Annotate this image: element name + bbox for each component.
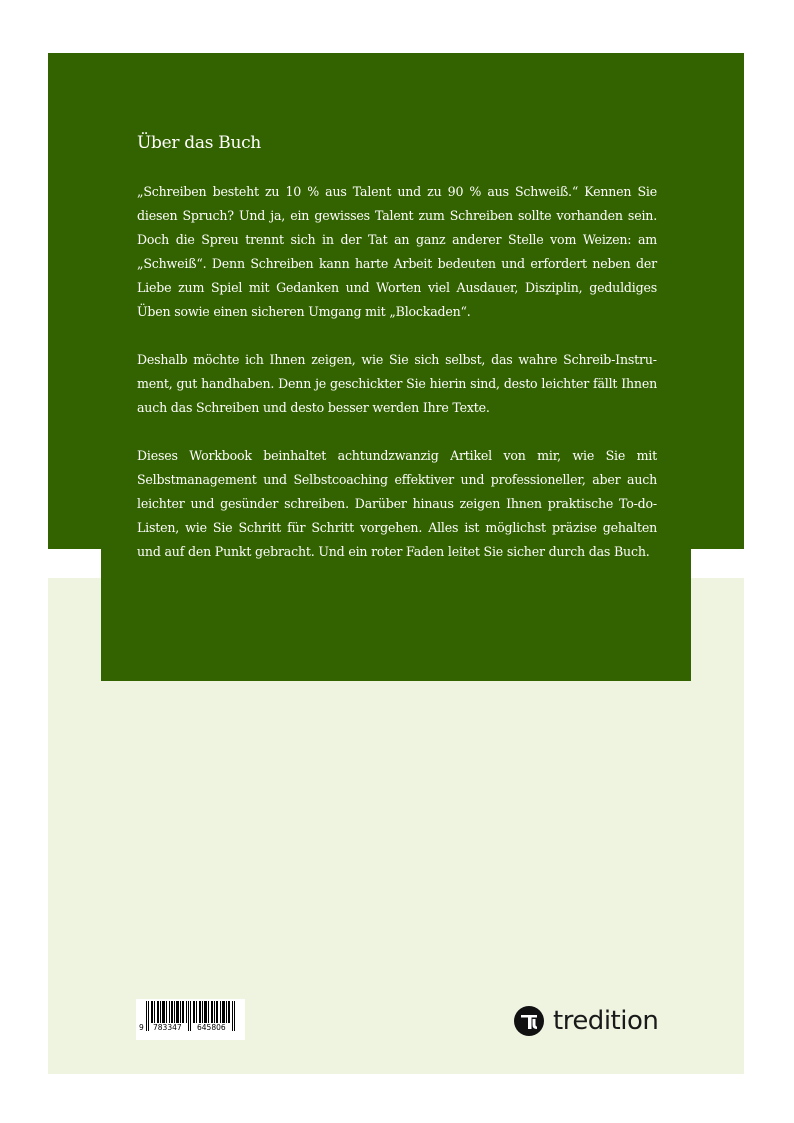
blurb-panel (101, 53, 691, 681)
blurb-paragraph-2: Deshalb möchte ich Ihnen zeigen, wie Sie sich selbst, das wahre Schreib-Instrument, gut handhaben. Denn je geschickter Sie hierin sind, desto leichter fällt Ihnen auch das Schreiben und desto besser werden Ihre Texte. (137, 352, 657, 415)
blurb-paragraph-1: „Schreiben besteht zu 10 % aus Talent und zu 90 % aus Schweiß.“ Kennen Sie diesen Spruch? Und ja, ein gewisses Talent zum Schreiben sollte vorhanden sein. Doch die Spreu trennt sich in der Tat an ganz anderer Stelle vom Weizen: am „Schweiß“. Denn Schreiben kann harte Arbeit bedeuten und erfordert neben der Liebe zum Spiel mit Gedanken und Worten viel Ausdauer, Disziplin, geduldiges Üben sowie einen sicheren Umgang mit „Blockaden“. (137, 184, 657, 319)
blurb-paragraph-3: Dieses Workbook beinhaltet achtundzwanzig Artikel von mir, wie Sie mit Selbstmanagement und Selbstcoaching effektiver und professioneller, aber auch leichter und gesünder schreiben. Darüber hinaus zeigen Ihnen praktische To-do-Listen, wie Sie Schritt für Schritt vorgehen. Alles ist möglichst präzise gehalten und auf den Punkt gebracht. Und ein roter Faden leitet Sie sicher durch das Buch. (137, 448, 657, 559)
blurb-content (137, 133, 657, 588)
barcode-graphic (136, 999, 245, 1040)
publisher-name: tredition (553, 1006, 659, 1036)
back-cover (48, 53, 744, 1074)
blurb-heading: Über das Buch (137, 133, 261, 153)
barcode-lead-digit: 9 (139, 1023, 144, 1032)
tredition-logo-icon (514, 1006, 544, 1036)
isbn-barcode (136, 999, 245, 1040)
barcode-group-1: 783347 (153, 1023, 182, 1032)
barcode-group-2: 645806 (197, 1023, 226, 1032)
publisher-logo (514, 1004, 658, 1038)
